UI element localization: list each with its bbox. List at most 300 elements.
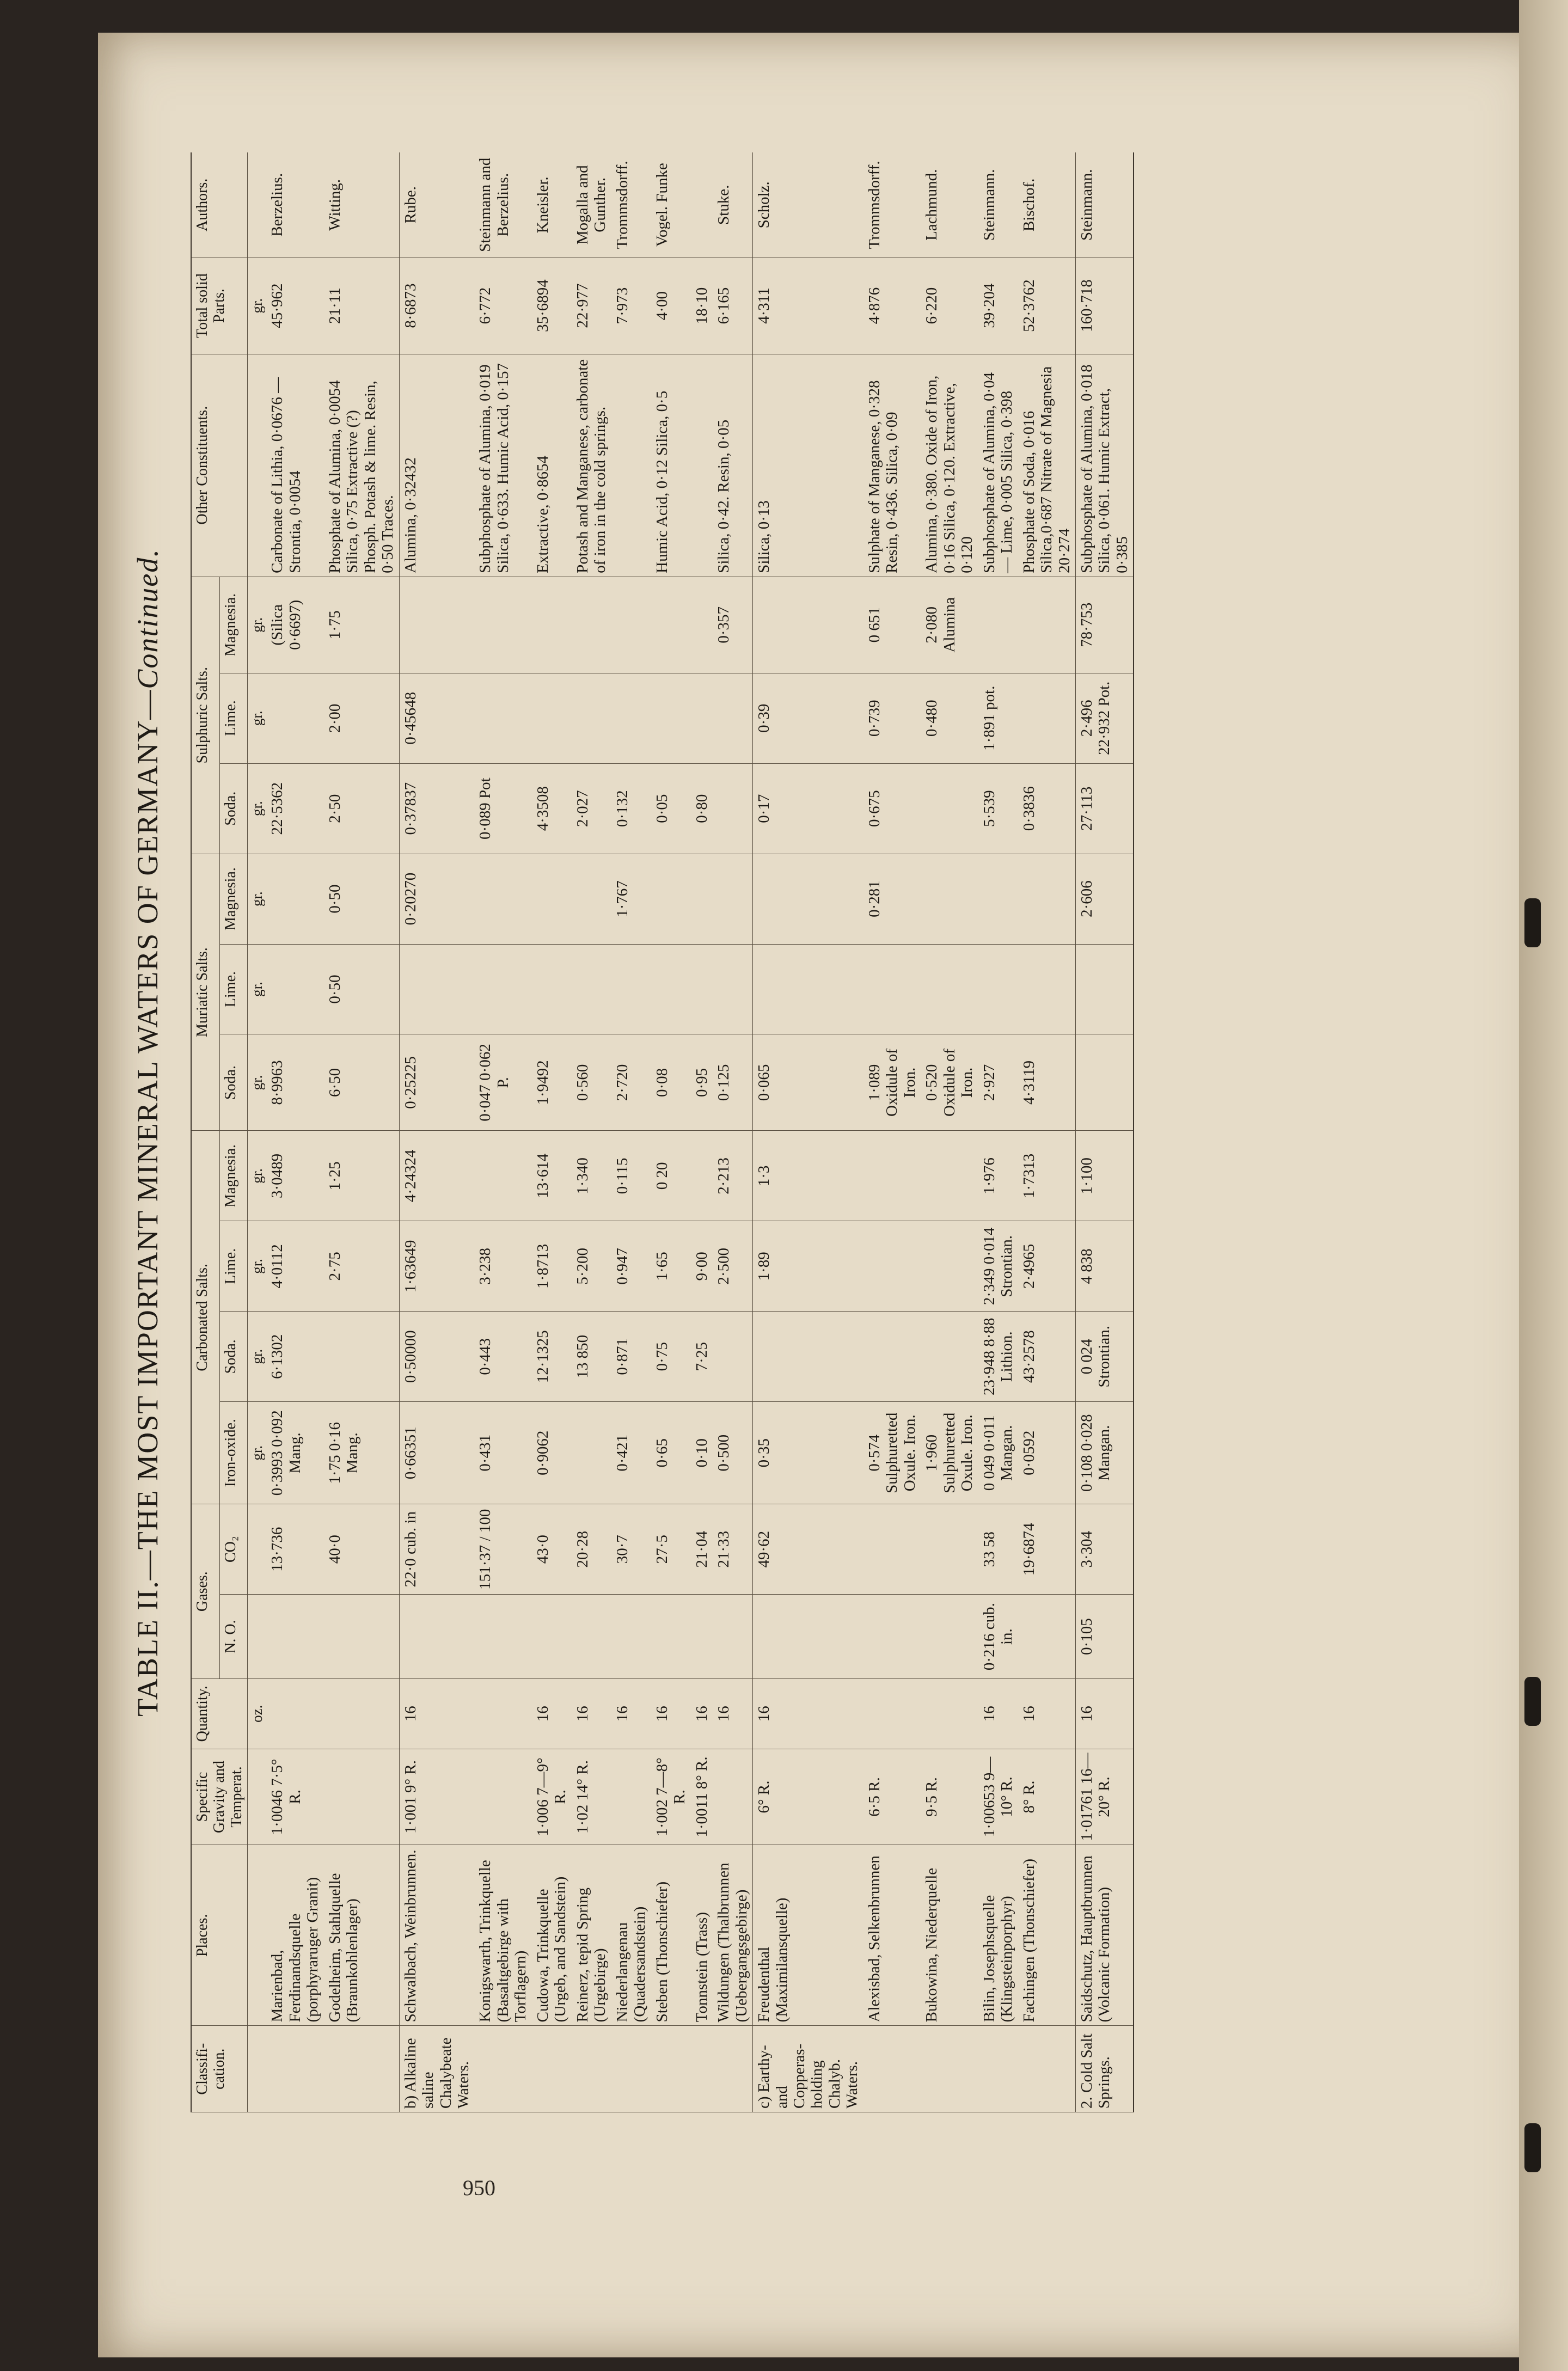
cell-c-soda bbox=[324, 1312, 399, 1402]
cell-author: Trommsdorff. bbox=[611, 152, 651, 258]
cell-m-mag bbox=[266, 854, 323, 944]
cell-c-lime: 2·500 bbox=[713, 1221, 752, 1312]
cell-c-lime: 2·4965 bbox=[1018, 1221, 1076, 1312]
cell-m-lime bbox=[532, 944, 572, 1034]
cell-other: Potash and Manganese, carbonate of iron in the cold springs. bbox=[572, 354, 611, 577]
cell-total: 4·00 bbox=[651, 258, 691, 354]
cell-s-lime: 1·891 pot. bbox=[978, 673, 1018, 763]
cell-m-lime bbox=[691, 944, 713, 1034]
cell-place: Alexisbad, Selkenbrunnen bbox=[863, 1845, 921, 2026]
cell-cls bbox=[651, 2026, 691, 2112]
cell-total: 4·311 bbox=[753, 258, 863, 354]
header-co2: CO₂ bbox=[219, 1504, 247, 1595]
cell-s-soda: 2·027 bbox=[572, 763, 611, 854]
cell-co2: 21·33 bbox=[713, 1504, 752, 1595]
cell-sg bbox=[713, 1749, 752, 1845]
cell-iron: 1·75 0·16 Mang. bbox=[324, 1402, 399, 1504]
table-title bbox=[131, 152, 164, 2112]
cell-author: Lachmund. bbox=[921, 152, 978, 258]
cell-c-soda: 7·25 bbox=[691, 1312, 713, 1402]
units-row bbox=[248, 152, 267, 2112]
cell-c-soda: 0·871 bbox=[611, 1312, 651, 1402]
cell-place: Fachingen (Thonschiefer) bbox=[1018, 1845, 1076, 2026]
cell-n2o bbox=[713, 1595, 752, 1679]
cell-m-lime bbox=[474, 944, 531, 1034]
cell-s-mag bbox=[611, 577, 651, 673]
cell-total: 160·718 bbox=[1076, 258, 1134, 354]
cell-c-lime: 1·8713 bbox=[532, 1221, 572, 1312]
cell-s-mag bbox=[532, 577, 572, 673]
cell-s-mag bbox=[572, 577, 611, 673]
cell-other: Carbonate of Lithia, 0·0676 —Strontia, 0·0054 bbox=[266, 354, 323, 577]
unit-cell bbox=[248, 1845, 267, 2026]
cell-iron: 0·421 bbox=[611, 1402, 651, 1504]
cell-c-mag: 1·976 bbox=[978, 1131, 1018, 1221]
cell-iron: 1·960 Sulphuretted Oxule. Iron. bbox=[921, 1402, 978, 1504]
table-row bbox=[1076, 152, 1134, 2112]
unit-cell: gr. bbox=[248, 1221, 267, 1312]
cell-cls bbox=[691, 2026, 713, 2112]
cell-s-soda: 0·05 bbox=[651, 763, 691, 854]
cell-c-soda: 23·948 8·88 Lithion. bbox=[978, 1312, 1018, 1402]
cell-cls bbox=[532, 2026, 572, 2112]
header-quantity: Quantity. bbox=[191, 1679, 248, 1749]
cell-c-soda: 13 850 bbox=[572, 1312, 611, 1402]
cell-iron: 0·65 bbox=[651, 1402, 691, 1504]
cell-c-mag: 2·213 bbox=[713, 1131, 752, 1221]
cell-author: Kneisler. bbox=[532, 152, 572, 258]
table-row bbox=[266, 152, 323, 2112]
cell-c-mag: 1·340 bbox=[572, 1131, 611, 1221]
cell-c-lime: 4 838 bbox=[1076, 1221, 1134, 1312]
cell-s-lime bbox=[474, 673, 531, 763]
cell-qty: 16 bbox=[978, 1679, 1018, 1749]
cell-sg: 1·02 14° R. bbox=[572, 1749, 611, 1845]
cell-s-soda: 0·80 bbox=[691, 763, 713, 854]
cell-author: Bischof. bbox=[1018, 152, 1076, 258]
table-row bbox=[753, 152, 863, 2112]
header-muriatic-lime: Lime. bbox=[219, 944, 247, 1034]
cell-s-lime: 0·45648 bbox=[399, 673, 474, 763]
header-n2o: N. O. bbox=[219, 1595, 247, 1679]
cell-c-soda: 6·1302 bbox=[266, 1312, 323, 1402]
cell-m-soda: 0·047 0·062 P. bbox=[474, 1034, 531, 1131]
cell-c-mag: 3·0489 bbox=[266, 1131, 323, 1221]
cell-s-mag: (Silica 0·6697) bbox=[266, 577, 323, 673]
cell-m-soda: 2·720 bbox=[611, 1034, 651, 1131]
cell-cls: c) Earthy- and Copperas- holding Chalyb. Waters. bbox=[753, 2026, 863, 2112]
cell-total: 18·10 bbox=[691, 258, 713, 354]
cell-s-mag: 1·75 bbox=[324, 577, 399, 673]
cell-c-mag: 0·115 bbox=[611, 1131, 651, 1221]
cell-sg: 1·0011 8° R. bbox=[691, 1749, 713, 1845]
cell-other: Subphosphate of Alumina, 0·018 Silica, 0·061. Humic Extract, 0·385 bbox=[1076, 354, 1134, 577]
cell-cls bbox=[266, 2026, 323, 2112]
cell-place: Freudenthal (Maximilansquelle) bbox=[753, 1845, 863, 2026]
cell-c-soda: 0·50000 bbox=[399, 1312, 474, 1402]
cell-place: Godelheim, Stahlquelle (Braunkohlenlager) bbox=[324, 1845, 399, 2026]
cell-c-soda bbox=[713, 1312, 752, 1402]
cell-c-lime: 1·65 bbox=[651, 1221, 691, 1312]
unit-cell bbox=[248, 1504, 267, 1595]
cell-m-lime bbox=[978, 944, 1018, 1034]
header-carbonated-salts: Carbonated Salts. bbox=[191, 1131, 219, 1504]
table-row bbox=[1018, 152, 1076, 2112]
cell-total: 4·876 bbox=[863, 258, 921, 354]
table-row bbox=[572, 152, 611, 2112]
cell-n2o bbox=[863, 1595, 921, 1679]
header-carbonated-magnesia: Magnesia. bbox=[219, 1131, 247, 1221]
cell-co2: 21·04 bbox=[691, 1504, 713, 1595]
cell-c-soda: 12·1325 bbox=[532, 1312, 572, 1402]
cell-co2: 49·62 bbox=[753, 1504, 863, 1595]
cell-s-lime bbox=[532, 673, 572, 763]
table-row bbox=[978, 152, 1018, 2112]
table-row bbox=[713, 152, 752, 2112]
header-classification: Classifi- cation. bbox=[191, 2026, 248, 2112]
cell-s-mag bbox=[978, 577, 1018, 673]
cell-cls: b) Alkaline saline Chalybeate Waters. bbox=[399, 2026, 474, 2112]
cell-co2: 27·5 bbox=[651, 1504, 691, 1595]
cell-co2: 30·7 bbox=[611, 1504, 651, 1595]
cell-other: Subphosphate of Alumina, 0·04 — Lime, 0·005 Silica, 0·398 bbox=[978, 354, 1018, 577]
table-row bbox=[691, 152, 713, 2112]
unit-cell bbox=[248, 152, 267, 258]
cell-author: Trommsdorff. bbox=[863, 152, 921, 258]
cell-co2: 43·0 bbox=[532, 1504, 572, 1595]
cell-m-lime bbox=[713, 944, 752, 1034]
cell-s-soda bbox=[921, 763, 978, 854]
unit-cell: gr. bbox=[248, 1034, 267, 1131]
cell-s-soda: 0·37837 bbox=[399, 763, 474, 854]
cell-s-soda: 5·539 bbox=[978, 763, 1018, 854]
cell-iron: 0·108 0·028 Mangan. bbox=[1076, 1402, 1134, 1504]
cell-c-mag bbox=[474, 1131, 531, 1221]
header-carbonated-soda: Soda. bbox=[219, 1312, 247, 1402]
header-gases: Gases. bbox=[191, 1504, 219, 1679]
cell-n2o bbox=[399, 1595, 474, 1679]
unit-cell: gr. bbox=[248, 1312, 267, 1402]
cell-other: Extractive, 0·8654 bbox=[532, 354, 572, 577]
table-row bbox=[399, 152, 474, 2112]
cell-s-soda: 0·3836 bbox=[1018, 763, 1076, 854]
cell-other: Humic Acid, 0·12 Silica, 0·5 bbox=[651, 354, 691, 577]
cell-c-lime: 4·0112 bbox=[266, 1221, 323, 1312]
cell-co2: 33 58 bbox=[978, 1504, 1018, 1595]
cell-s-soda: 27·113 bbox=[1076, 763, 1134, 854]
cell-sg: 1·001 9° R. bbox=[399, 1749, 474, 1845]
cell-other: Alumina, 0·380. Oxide of Iron, 0·16 Silica, 0·120. Extractive, 0·120 bbox=[921, 354, 978, 577]
cell-co2 bbox=[863, 1504, 921, 1595]
cell-qty bbox=[324, 1679, 399, 1749]
cell-qty: 16 bbox=[651, 1679, 691, 1749]
cell-place: Cudowa, Trinkquelle (Urgeb, and Sandstein) bbox=[532, 1845, 572, 2026]
cell-place: Steben (Thonschiefer) bbox=[651, 1845, 691, 2026]
binding-hole bbox=[1524, 2123, 1541, 2172]
cell-co2: 151·37 / 100 bbox=[474, 1504, 531, 1595]
cell-qty bbox=[266, 1679, 323, 1749]
cell-c-soda: 43·2578 bbox=[1018, 1312, 1076, 1402]
cell-s-mag: 2·080 Alumina bbox=[921, 577, 978, 673]
cell-s-soda: 0·089 Pot bbox=[474, 763, 531, 854]
cell-total: 6·165 bbox=[713, 258, 752, 354]
cell-m-mag bbox=[691, 854, 713, 944]
cell-sg: 6° R. bbox=[753, 1749, 863, 1845]
cell-s-lime bbox=[651, 673, 691, 763]
cell-m-lime bbox=[399, 944, 474, 1034]
cell-place: Reinerz, tepid Spring (Urgebirge) bbox=[572, 1845, 611, 2026]
cell-place: Saidschutz, Hauptbrunnen (Volcanic Formation) bbox=[1076, 1845, 1134, 2026]
cell-n2o: 0·105 bbox=[1076, 1595, 1134, 1679]
cell-m-lime bbox=[611, 944, 651, 1034]
cell-c-mag: 1·3 bbox=[753, 1131, 863, 1221]
header-sulphuric-magnesia: Magnesia. bbox=[219, 577, 247, 673]
cell-other: Alumina, 0·32432 bbox=[399, 354, 474, 577]
cell-qty: 16 bbox=[691, 1679, 713, 1749]
cell-other: Silica, 0·42. Resin, 0·05 bbox=[713, 354, 752, 577]
cell-c-lime: 2·349 0·014 Strontian. bbox=[978, 1221, 1018, 1312]
cell-total: 22·977 bbox=[572, 258, 611, 354]
cell-place: Tonnstein (Trass) bbox=[691, 1845, 713, 2026]
cell-cls bbox=[863, 2026, 921, 2112]
cell-n2o bbox=[651, 1595, 691, 1679]
unit-cell bbox=[248, 354, 267, 577]
cell-author: Scholz. bbox=[753, 152, 863, 258]
cell-c-soda: 0 024 Strontian. bbox=[1076, 1312, 1134, 1402]
cell-m-mag: 0·20270 bbox=[399, 854, 474, 944]
page-number: 950 bbox=[463, 2176, 495, 2200]
header-specific-gravity: Specific Gravity and Temperat. bbox=[191, 1749, 248, 1845]
cell-s-lime bbox=[1018, 673, 1076, 763]
header-carbonated-lime: Lime. bbox=[219, 1221, 247, 1312]
cell-s-lime bbox=[713, 673, 752, 763]
rotated-table-block bbox=[131, 152, 1383, 2112]
cell-s-mag bbox=[399, 577, 474, 673]
cell-m-mag bbox=[651, 854, 691, 944]
cell-m-mag bbox=[1018, 854, 1076, 944]
cell-n2o bbox=[532, 1595, 572, 1679]
cell-m-soda: 0·560 bbox=[572, 1034, 611, 1131]
cell-other: Phosphate of Soda, 0·016 Silica,0·687 Nitrate of Magnesia 20·274 bbox=[1018, 354, 1076, 577]
unit-cell: gr. bbox=[248, 763, 267, 854]
cell-c-lime bbox=[921, 1221, 978, 1312]
cell-m-lime bbox=[651, 944, 691, 1034]
cell-s-soda: 2·50 bbox=[324, 763, 399, 854]
cell-m-mag bbox=[753, 854, 863, 944]
cell-n2o bbox=[611, 1595, 651, 1679]
cell-qty: 16 bbox=[611, 1679, 651, 1749]
header-sulphuric-soda: Soda. bbox=[219, 763, 247, 854]
cell-c-lime: 5·200 bbox=[572, 1221, 611, 1312]
cell-place: Schwalbach, Weinbrunnen. bbox=[399, 1845, 474, 2026]
cell-n2o: 0·216 cub. in. bbox=[978, 1595, 1018, 1679]
cell-co2: 19·6874 bbox=[1018, 1504, 1076, 1595]
cell-m-soda: 4·3119 bbox=[1018, 1034, 1076, 1131]
binding-hole bbox=[1524, 1677, 1541, 1726]
cell-other: Sulphate of Manganese, 0·328 Resin, 0·436. Silica, 0·09 bbox=[863, 354, 921, 577]
cell-n2o bbox=[691, 1595, 713, 1679]
cell-qty: 16 bbox=[1076, 1679, 1134, 1749]
cell-m-mag: 0·281 bbox=[863, 854, 921, 944]
cell-author: Steinmann and Berzelius. bbox=[474, 152, 531, 258]
table-row bbox=[611, 152, 651, 2112]
cell-s-lime bbox=[611, 673, 651, 763]
cell-m-soda: 0·125 bbox=[713, 1034, 752, 1131]
cell-s-lime bbox=[572, 673, 611, 763]
cell-author: Berzelius. bbox=[266, 152, 323, 258]
cell-m-lime bbox=[921, 944, 978, 1034]
cell-author: Steinmann. bbox=[978, 152, 1018, 258]
cell-m-soda: 2·927 bbox=[978, 1034, 1018, 1131]
cell-n2o bbox=[1018, 1595, 1076, 1679]
cell-m-lime bbox=[1076, 944, 1134, 1034]
cell-sg: 6·5 R. bbox=[863, 1749, 921, 1845]
cell-m-mag bbox=[713, 854, 752, 944]
cell-iron: 0·431 bbox=[474, 1402, 531, 1504]
cell-iron: 0·500 bbox=[713, 1402, 752, 1504]
header-sulphuric-salts: Sulphuric Salts. bbox=[191, 577, 219, 854]
cell-co2: 3·304 bbox=[1076, 1504, 1134, 1595]
cell-sg: 1·006 7—9° R. bbox=[532, 1749, 572, 1845]
cell-cls bbox=[1018, 2026, 1076, 2112]
cell-cls bbox=[572, 2026, 611, 2112]
header-muriatic-magnesia: Magnesia. bbox=[219, 854, 247, 944]
cell-s-mag bbox=[691, 577, 713, 673]
unit-cell bbox=[248, 2026, 267, 2112]
cell-sg bbox=[474, 1749, 531, 1845]
cell-c-lime: 9·00 bbox=[691, 1221, 713, 1312]
cell-author: Rube. bbox=[399, 152, 474, 258]
cell-c-mag: 0 20 bbox=[651, 1131, 691, 1221]
cell-c-mag: 1·25 bbox=[324, 1131, 399, 1221]
cell-s-lime: 0·480 bbox=[921, 673, 978, 763]
cell-iron: 0·10 bbox=[691, 1402, 713, 1504]
cell-cls bbox=[474, 2026, 531, 2112]
cell-total: 8·6873 bbox=[399, 258, 474, 354]
cell-s-soda: 0·17 bbox=[753, 763, 863, 854]
unit-cell: gr. bbox=[248, 258, 267, 354]
unit-cell bbox=[248, 1595, 267, 1679]
cell-s-soda: 0·675 bbox=[863, 763, 921, 854]
cell-s-mag bbox=[1018, 577, 1076, 673]
cell-m-soda: 6·50 bbox=[324, 1034, 399, 1131]
cell-s-lime: 0·39 bbox=[753, 673, 863, 763]
cell-co2: 22·0 cub. in bbox=[399, 1504, 474, 1595]
cell-qty: 16 bbox=[532, 1679, 572, 1749]
unit-cell bbox=[248, 1749, 267, 1845]
cell-s-mag bbox=[651, 577, 691, 673]
title-text: TABLE II.—THE MOST IMPORTANT MINERAL WATERS OF GERMANY— bbox=[131, 689, 164, 1717]
cell-s-lime: 0·739 bbox=[863, 673, 921, 763]
cell-m-mag bbox=[532, 854, 572, 944]
cell-m-soda: 1·9492 bbox=[532, 1034, 572, 1131]
cell-c-mag: 1·100 bbox=[1076, 1131, 1134, 1221]
cell-m-mag bbox=[978, 854, 1018, 944]
unit-cell: gr. bbox=[248, 944, 267, 1034]
cell-m-mag: 2·606 bbox=[1076, 854, 1134, 944]
cell-m-lime bbox=[1018, 944, 1076, 1034]
cell-total: 52·3762 bbox=[1018, 258, 1076, 354]
cell-sg bbox=[611, 1749, 651, 1845]
cell-cls bbox=[713, 2026, 752, 2112]
cell-iron: 0·66351 bbox=[399, 1402, 474, 1504]
cell-qty: 16 bbox=[1018, 1679, 1076, 1749]
cell-total: 35·6894 bbox=[532, 258, 572, 354]
header-muriatic-soda: Soda. bbox=[219, 1034, 247, 1131]
cell-sg: 1·0046 7·5° R. bbox=[266, 1749, 323, 1845]
cell-c-soda: 0·75 bbox=[651, 1312, 691, 1402]
cell-author: Mogalla and Gunther. bbox=[572, 152, 611, 258]
cell-qty: 16 bbox=[753, 1679, 863, 1749]
cell-author: Vogel. Funke bbox=[651, 152, 691, 258]
cell-c-mag: 4·24324 bbox=[399, 1131, 474, 1221]
cell-place: Bilin, Josephsquelle (Klingsteinporphyr) bbox=[978, 1845, 1018, 2026]
cell-s-mag bbox=[474, 577, 531, 673]
cell-co2: 20·28 bbox=[572, 1504, 611, 1595]
cell-other: Subphosphate of Alumina, 0·019 Silica, 0·633. Humic Acid, 0·157 bbox=[474, 354, 531, 577]
cell-qty: 16 bbox=[399, 1679, 474, 1749]
binding-hole bbox=[1524, 898, 1541, 947]
cell-m-soda: 1·089 Oxidule of Iron. bbox=[863, 1034, 921, 1131]
cell-c-soda bbox=[921, 1312, 978, 1402]
header-total-solid: Total solid Parts. bbox=[191, 258, 248, 354]
cell-co2: 40·0 bbox=[324, 1504, 399, 1595]
cell-c-soda: 0·443 bbox=[474, 1312, 531, 1402]
cell-n2o bbox=[266, 1595, 323, 1679]
cell-s-soda: 4·3508 bbox=[532, 763, 572, 854]
cell-m-soda: 8·9963 bbox=[266, 1034, 323, 1131]
cell-c-mag bbox=[863, 1131, 921, 1221]
cell-other: Silica, 0·13 bbox=[753, 354, 863, 577]
cell-place: Niederlangenau (Quadersandstein) bbox=[611, 1845, 651, 2026]
cell-total: 7·973 bbox=[611, 258, 651, 354]
cell-n2o bbox=[324, 1595, 399, 1679]
cell-co2: 13·736 bbox=[266, 1504, 323, 1595]
mineral-waters-table bbox=[191, 152, 1134, 2112]
cell-c-soda bbox=[753, 1312, 863, 1402]
cell-sg: 8° R. bbox=[1018, 1749, 1076, 1845]
cell-iron: 0·574 Sulphuretted Oxule. Iron. bbox=[863, 1402, 921, 1504]
cell-total: 45·962 bbox=[266, 258, 323, 354]
cell-s-lime: 2·00 bbox=[324, 673, 399, 763]
table-row bbox=[532, 152, 572, 2112]
cell-m-lime bbox=[753, 944, 863, 1034]
cell-s-lime bbox=[691, 673, 713, 763]
header-sulphuric-lime: Lime. bbox=[219, 673, 247, 763]
cell-qty: 16 bbox=[572, 1679, 611, 1749]
table-row bbox=[474, 152, 531, 2112]
cell-cls bbox=[611, 2026, 651, 2112]
cell-c-soda bbox=[863, 1312, 921, 1402]
cell-m-lime bbox=[863, 944, 921, 1034]
cell-other bbox=[691, 354, 713, 577]
cell-cls bbox=[324, 2026, 399, 2112]
cell-qty bbox=[474, 1679, 531, 1749]
header-places: Places. bbox=[191, 1845, 248, 2026]
cell-n2o bbox=[474, 1595, 531, 1679]
cell-qty bbox=[863, 1679, 921, 1749]
cell-total: 6·772 bbox=[474, 258, 531, 354]
header-authors: Authors. bbox=[191, 152, 248, 258]
cell-m-lime bbox=[572, 944, 611, 1034]
cell-author: Stuke. bbox=[713, 152, 752, 258]
table-row bbox=[863, 152, 921, 2112]
cell-m-lime bbox=[266, 944, 323, 1034]
cell-c-lime: 1·89 bbox=[753, 1221, 863, 1312]
unit-cell: gr. bbox=[248, 673, 267, 763]
cell-author: Witting. bbox=[324, 152, 399, 258]
cell-c-mag: 1·7313 bbox=[1018, 1131, 1076, 1221]
